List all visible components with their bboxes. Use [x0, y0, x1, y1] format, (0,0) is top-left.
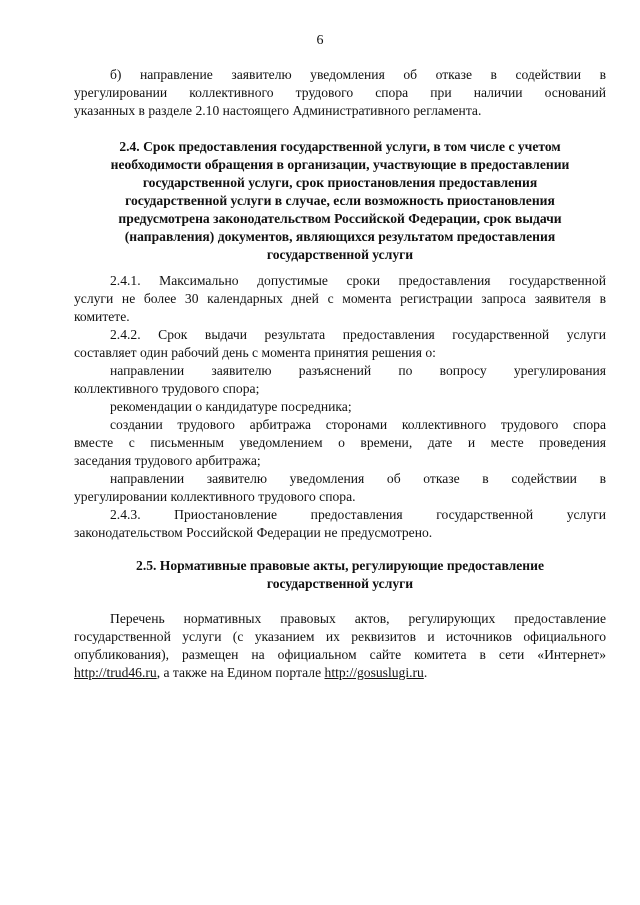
text-line: 2.4.2. Срок выдачи результата предоставления государственной услуги — [110, 327, 606, 342]
text-line: государственной услуги (с указанием их реквизитов и источников официального — [74, 629, 606, 644]
heading-line: необходимости обращения в организации, участвующие в предоставлении — [110, 157, 570, 172]
text-line: 2.4.3. Приостановление предоставления государственной услуги — [110, 507, 606, 522]
heading-line: государственной услуги в случае, если возможность приостановления — [125, 193, 555, 208]
text-line: указанных в разделе 2.10 настоящего Административного регламента. — [74, 103, 482, 118]
heading-line: (направления) документов, являющихся результатом предоставления — [124, 229, 556, 244]
text-line: услуги не более 30 календарных дней с момента регистрации запроса заявителя в — [74, 291, 606, 306]
text-fragment: , а также на Едином портале — [156, 665, 325, 680]
paragraph-2-4-2 — [74, 326, 606, 362]
heading-line: государственной услуги, срок приостановления предоставления — [142, 175, 538, 190]
list-item-line: направлении заявителю разъяснений по вопросу урегулирования — [110, 363, 606, 378]
paragraph-2-5 — [74, 610, 606, 682]
trud46-link[interactable]: http://trud46.ru — [74, 665, 157, 680]
list-item-line: вместе с письменным уведомлением о времени, дате и месте проведения — [74, 435, 606, 450]
list-item-line: создании трудового арбитража сторонами коллективного трудового спора — [110, 417, 606, 432]
section-2-4-heading — [80, 138, 600, 264]
text-line: комитете. — [74, 309, 130, 324]
text-line: 2.4.1. Максимально допустимые сроки предоставления государственной — [110, 273, 606, 288]
list-item-line: заседания трудового арбитража; — [74, 453, 261, 468]
text-line: Перечень нормативных правовых актов, регулирующих предоставление — [110, 611, 606, 626]
text-line: урегулировании коллективного трудового спора при наличии оснований — [74, 85, 606, 100]
paragraph-2-4-1 — [74, 272, 606, 326]
list-item-line: направлении заявителю уведомления об отказе в содействии в — [110, 471, 606, 486]
section-2-5-heading — [80, 557, 600, 593]
text-line: законодательством Российской Федерации не предусмотрено. — [74, 525, 433, 540]
heading-line: предусмотрена законодательством Российской Федерации, срок выдачи — [118, 211, 562, 226]
heading-line: 2.4. Срок предоставления государственной услуги, в том числе с учетом — [119, 139, 561, 154]
decision-list — [74, 362, 606, 506]
page-number: 6 — [316, 33, 324, 48]
text-line: составляет один рабочий день с момента принятия решения о: — [74, 345, 436, 360]
heading-line: государственной услуги — [266, 247, 414, 262]
text-line — [74, 664, 606, 682]
text-fragment: . — [423, 665, 428, 680]
paragraph-2-4-3 — [74, 506, 606, 542]
heading-line: 2.5. Нормативные правовые акты, регулирующие предоставление — [136, 558, 544, 573]
text-line: опубликования), размещен на официальном сайте комитета в сети «Интернет» — [74, 647, 606, 662]
gosuslugi-link[interactable]: http://gosuslugi.ru — [324, 665, 424, 680]
heading-line: государственной услуги — [266, 576, 414, 591]
list-item-line: рекомендации о кандидатуре посредника; — [110, 399, 352, 414]
text-line: б) направление заявителю уведомления об отказе в содействии в — [110, 67, 606, 82]
list-item-line: коллективного трудового спора; — [74, 381, 260, 396]
item-b-paragraph — [74, 66, 606, 120]
list-item-line: урегулировании коллективного трудового спора. — [74, 489, 356, 504]
